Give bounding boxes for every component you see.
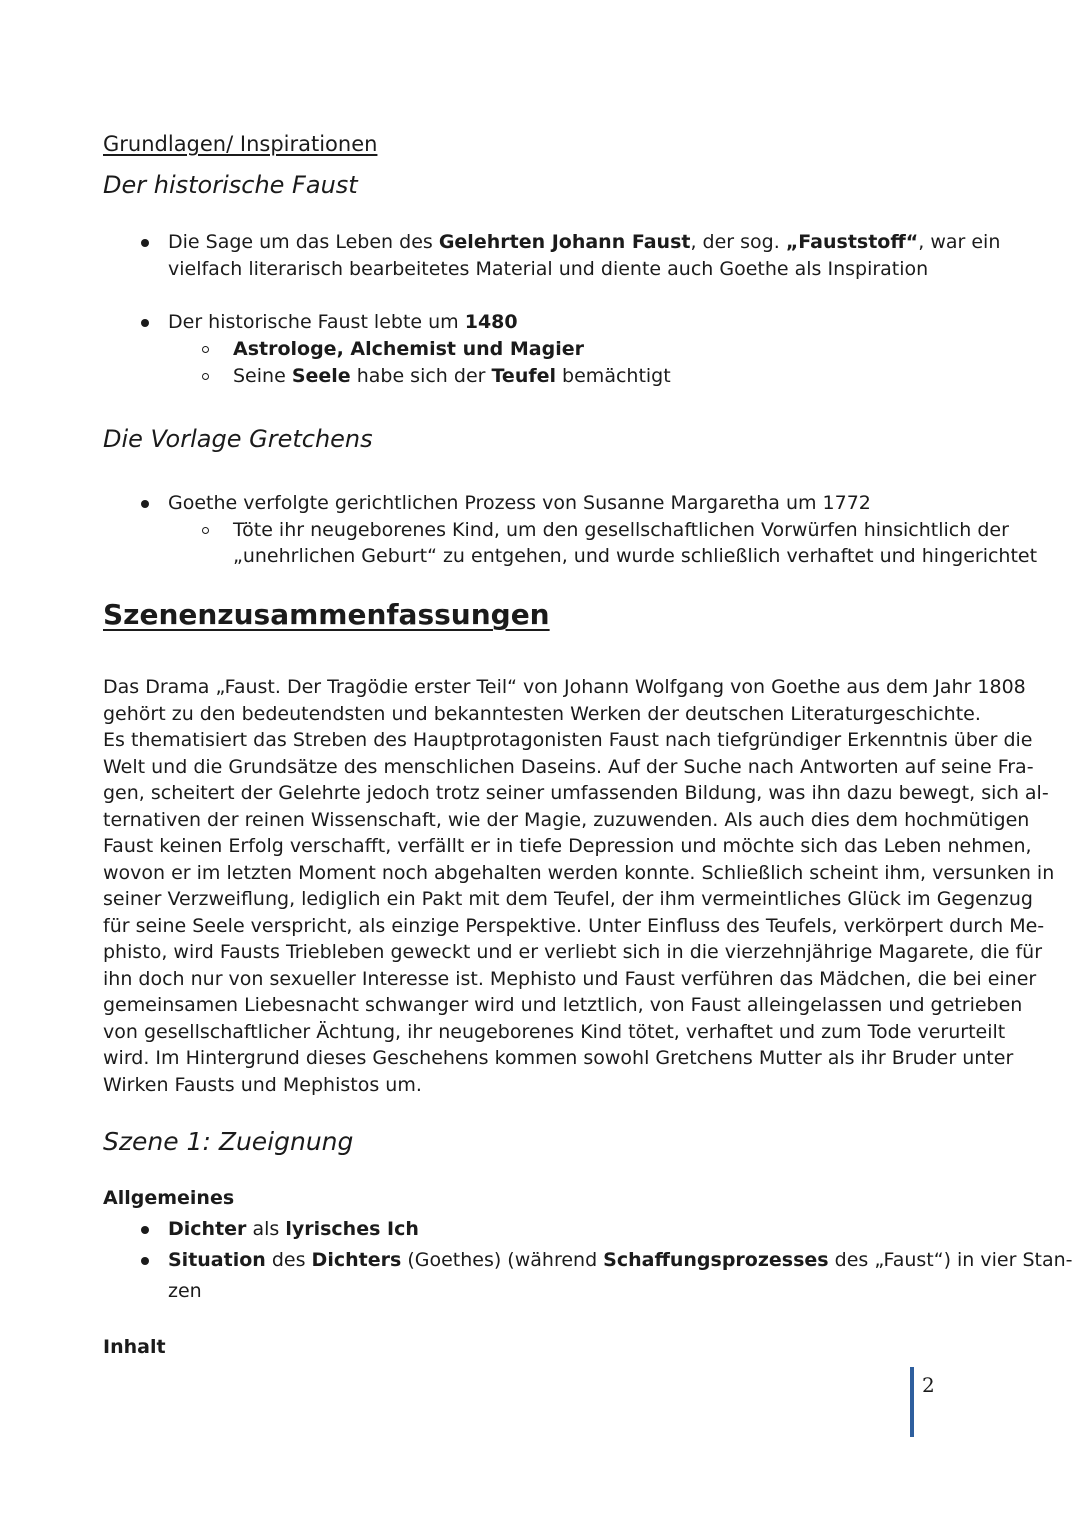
list-item-fauststoff: Die Sage um das Leben des Gelehrten Johann Faust, der sog. „Fauststoff“, war ein: [168, 231, 1001, 253]
list-item-situation: Situation des Dichters (Goethes) (während Schaffungsprozesses des „Faust“) in vier Stan-: [168, 1249, 1073, 1271]
label-inhalt: Inhalt: [103, 1336, 166, 1358]
sub-list-item-toete-line2: „unehrlichen Geburt“ zu entgehen, und wurde schließlich verhaftet und hingerichtet: [233, 545, 1038, 567]
label-allgemeines: Allgemeines: [103, 1187, 235, 1209]
sub-list-item-toete: Töte ihr neugeborenes Kind, um den gesellschaftlichen Vorwürfen hinsichtlich der: [233, 519, 1009, 541]
page-number-bar: [910, 1367, 914, 1437]
subheading-szene-1: Szene 1: Zueignung: [103, 1127, 354, 1156]
bullet-icon: [141, 239, 149, 247]
page-number: 2: [922, 1373, 935, 1397]
list-item-fauststoff-line2: vielfach literarisch bearbeitetes Material und diente auch Goethe als Inspiration: [168, 258, 929, 280]
bullet-icon: [141, 1226, 149, 1234]
bullet-icon: [141, 500, 149, 508]
subheading-vorlage-gretchens: Die Vorlage Gretchens: [103, 425, 373, 453]
section-heading-grundlagen: Grundlagen/ Inspirationen: [103, 132, 378, 156]
sub-bullet-icon: [202, 346, 209, 353]
bullet-icon: [141, 319, 149, 327]
sub-bullet-icon: [202, 527, 209, 534]
summary-paragraph: Das Drama „Faust. Der Tragödie erster Teil“ von Johann Wolfgang von Goethe aus dem Jahr 1808 gehört zu den bedeutendsten und bekanntesten Werken der deutschen Literaturgeschichte. Es thematisiert das Streben des Hauptprotagonisten Faust nach tiefgründiger Erkenntnis über die Welt und die Grundsätze des menschlichen Daseins. Auf der Suche nach Antworten auf seine Fra- gen, scheitert der Gelehrte jedoch trotz seiner umfassenden Bildung, was ihn dazu bewegt, sich al- ternativen der reinen Wissenschaft, wie der Magie, zuzuwenden. Als auch dies dem hochmütigen Faust keinen Erfolg verschafft, verfällt er in tiefe Depression und möchte sich das Leben nehmen, wovon er im letzten Moment noch abgehalten werden konnte. Schließlich scheint ihm, versunken in seiner Verzweiflung, lediglich ein Pakt mit dem Teufel, der ihm vermeintliches Glück im Gegenzug für seine Seele verspricht, als einzige Perspektive. Unter Einfluss des Teufels, verkörpert durch Me- phisto, wird Fausts Triebleben geweckt und er verliebt sich in die vierzehnjährige Magarete, die für ihn doch nur von sexueller Interesse ist. Mephisto und Faust verführen das Mädchen, die bei einer gemeinsamen Liebesnacht schwanger wird und letztlich, von Faust alleingelassen und getrieben von gesellschaftlicher Ächtung, ihr neugeborenes Kind tötet, verhaftet und zum Tode verurteilt wird. Im Hintergrund dieses Geschehens kommen sowohl Gretchens Mutter als ihr Bruder unter Wirken Fausts und Mephistos um.: [103, 676, 1055, 1096]
sub-bullet-icon: [202, 373, 209, 380]
list-item-situation-line2: zen: [168, 1280, 202, 1302]
subheading-historischer-faust: Der historische Faust: [103, 171, 358, 199]
list-item-prozess: Goethe verfolgte gerichtlichen Prozess von Susanne Margaretha um 1772: [168, 492, 871, 514]
list-item-dichter: Dichter als lyrisches Ich: [168, 1218, 419, 1240]
list-item-faust-1480: Der historische Faust lebte um 1480: [168, 311, 518, 333]
sub-list-item-astrologe: Astrologe, Alchemist und Magier: [233, 338, 584, 360]
sub-list-item-seele: Seine Seele habe sich der Teufel bemächtigt: [233, 365, 671, 387]
section-heading-szenen: Szenenzusammenfassungen: [103, 598, 550, 631]
bullet-icon: [141, 1257, 149, 1265]
